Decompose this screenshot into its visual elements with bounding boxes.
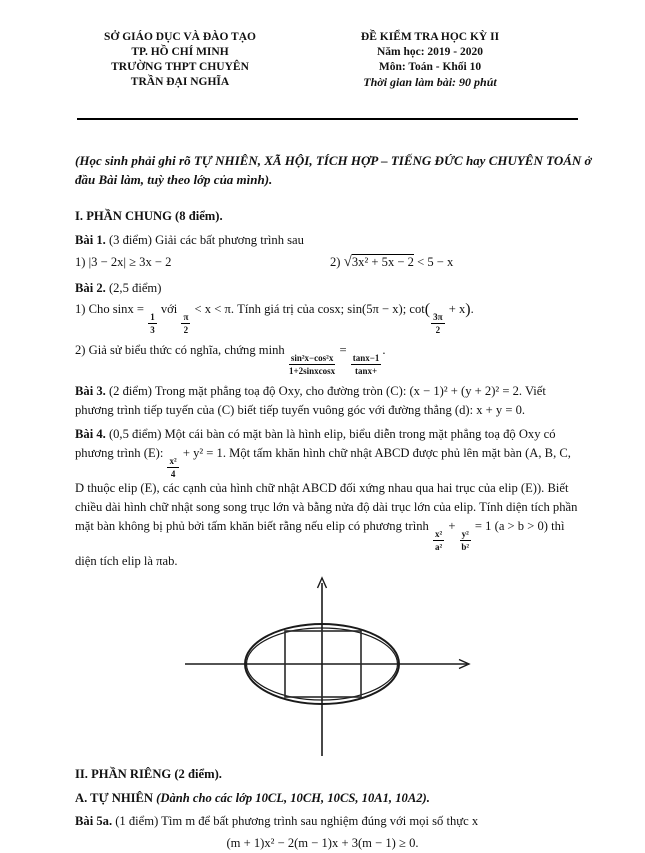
fraction — [167, 456, 178, 479]
text-run: Bài 1. — [75, 233, 106, 247]
text-run: (3 điểm) Giải các bất phương trình sau — [105, 233, 304, 247]
problem-3 — [75, 382, 605, 420]
text-run: (1 điểm) Tìm m để bất phương trình sau nghiệm đúng với mọi số thực x — [112, 814, 479, 828]
fraction-numerator: 1 — [150, 312, 155, 322]
body-blocks-bottom — [75, 765, 605, 853]
fraction-numerator: x² — [434, 529, 443, 539]
text-run: (2,5 điểm) — [105, 281, 162, 295]
problem-2-part-2 — [75, 341, 605, 376]
text-run: mặt bàn không bị phủ bởi tấm khăn biết rằng nếu elip có phương trình — [75, 519, 432, 533]
fraction-denominator: 2 — [435, 325, 441, 335]
text-run: 1) |3 − 2x| ≥ 3x − 2 — [75, 255, 172, 269]
sqrt-expression — [344, 255, 414, 269]
section-a-heading — [75, 789, 605, 808]
radical-sign-icon: √ — [343, 254, 352, 270]
problem-1-heading — [75, 231, 605, 250]
fraction — [181, 312, 190, 335]
fraction-denominator: 2 — [183, 325, 189, 335]
text-run: (2 điểm) Trong mặt phẳng toạ độ Oxy, cho đường tròn (C): (x − 1)² + (y + 2)² = 2. Viết — [105, 384, 546, 398]
text-run: Bài 3. — [75, 384, 106, 398]
text-run: < x < π. Tính giá trị của cosx; sin(5π − x); cot — [191, 302, 425, 316]
text-run: (Dành cho các lớp 10CL, 10CH, 10CS, 10A1, 10A2). — [156, 791, 430, 805]
text-run: (Học sinh phải ghi rõ TỰ NHIÊN, XÃ HỘI, TÍCH HỢP – TIẾNG ĐỨC hay CHUYÊN TOÁN ở — [75, 153, 592, 168]
fraction-denominator: 3 — [150, 325, 155, 335]
fraction — [433, 529, 444, 552]
text-run: (0,5 điểm) Một cái bàn có mặt bàn là hình elip, biểu diễn trong mặt phẳng toạ độ Oxy có — [105, 427, 556, 441]
fraction — [460, 529, 471, 552]
problem-2-heading — [75, 279, 605, 298]
school-info-block — [55, 30, 305, 90]
text-run: ( — [424, 301, 431, 318]
text-run: + — [445, 519, 459, 533]
problem-1-equations — [75, 253, 605, 272]
problem-1-equations-right — [330, 253, 453, 272]
fraction-numerator: 3π — [433, 312, 443, 322]
fraction-denominator: 4 — [170, 469, 176, 479]
text-run: 2) Giả sử biểu thức có nghĩa, chứng minh — [75, 343, 288, 357]
text-run: . — [470, 302, 474, 316]
fraction-numerator: x² — [169, 456, 177, 466]
ellipse-figure — [183, 574, 605, 762]
text-run: 2) — [330, 255, 344, 269]
text-run: + y² = 1. Một tấm khăn hình chữ nhật ABCD được phủ lên mặt bàn (A, B, C, — [179, 446, 571, 460]
text-run: D thuộc elip (E), các cạnh của hình chữ nhật ABCD đối xứng nhau qua hai trục của elip (E)). Biết — [75, 481, 569, 495]
text-run: A. TỰ NHIÊN — [75, 791, 157, 805]
duration-line: Thời gian làm bài: 90 phút — [363, 75, 497, 89]
problem-5a-equation — [75, 834, 570, 853]
fraction-numerator: y² — [461, 529, 469, 539]
exam-title: ĐỀ KIỂM TRA HỌC KỲ II — [360, 31, 500, 43]
problem-4 — [75, 425, 605, 571]
school-year-line: Năm học: 2019 - 2020 — [376, 46, 484, 58]
header-divider — [77, 118, 578, 120]
school-line-2: TRẦN ĐẠI NGHĨA — [130, 76, 230, 88]
text-run: với — [157, 302, 181, 316]
text-run: = — [336, 343, 350, 357]
text-run: đầu Bài làm, tuỳ theo lớp của mình). — [75, 172, 273, 187]
school-line-1: TRƯỜNG THPT CHUYÊN — [111, 61, 249, 73]
text-run: II. PHẦN RIÊNG (2 điểm). — [75, 767, 222, 781]
fraction — [289, 353, 336, 376]
fraction-denominator: tanx+ — [355, 366, 378, 376]
problem-2-part-1 — [75, 300, 605, 335]
section-1-heading — [75, 207, 605, 226]
fraction-denominator: a² — [434, 542, 443, 552]
fraction-numerator: π — [183, 312, 189, 322]
exam-info-block — [305, 30, 555, 90]
fraction-numerator: sin²x−cos²x — [290, 353, 334, 363]
subject-line: Môn: Toán - Khối 10 — [378, 61, 482, 73]
document-header — [0, 0, 645, 90]
problem-1-equations-left — [75, 253, 330, 272]
text-run: ) — [465, 301, 471, 318]
text-run: diện tích elip là πab. — [75, 554, 178, 568]
text-run: Bài 2. — [75, 281, 106, 295]
fraction — [351, 353, 382, 376]
fraction-numerator: tanx−1 — [352, 353, 380, 363]
document-body — [75, 151, 605, 853]
text-run: . — [382, 343, 386, 357]
body-blocks-top — [75, 151, 605, 571]
city-line: TP. HỒ CHÍ MINH — [131, 46, 229, 58]
text-run: + x — [445, 302, 466, 316]
text-run: < 5 − x — [413, 255, 454, 269]
fraction — [431, 312, 444, 335]
ellipse-figure-svg — [183, 574, 475, 758]
text-run: Bài 4. — [75, 427, 106, 441]
text-run: 1) Cho sinx = — [75, 302, 148, 316]
text-run: = 1 (a > b > 0) thì — [471, 519, 565, 533]
text-run: phương trình (E): — [75, 446, 167, 460]
section-2-heading — [75, 765, 605, 784]
student-note — [75, 151, 605, 189]
department-line: SỞ GIÁO DỤC VÀ ĐÀO TẠO — [104, 31, 256, 43]
text-run: chiều dài hình chữ nhật song song trục lớn và bằng nửa độ dài trục lớn của elip. Tính diện tích phần — [75, 500, 578, 514]
fraction — [148, 312, 157, 335]
fraction-denominator: b² — [461, 542, 470, 552]
text-run: I. PHẦN CHUNG (8 điểm). — [75, 209, 223, 223]
radicand: 3x² + 5x − 2 — [351, 255, 414, 269]
fraction-denominator: 1+2sinxcosx — [289, 366, 336, 376]
text-run: phương trình tiếp tuyến của (C) biết tiếp tuyến vuông góc với đường thẳng (d): x + y = 0. — [75, 403, 526, 417]
text-run: Bài 5a. — [75, 814, 113, 828]
text-run: (m + 1)x² − 2(m − 1)x + 3(m − 1) ≥ 0. — [226, 836, 419, 850]
problem-5a-heading — [75, 812, 605, 831]
